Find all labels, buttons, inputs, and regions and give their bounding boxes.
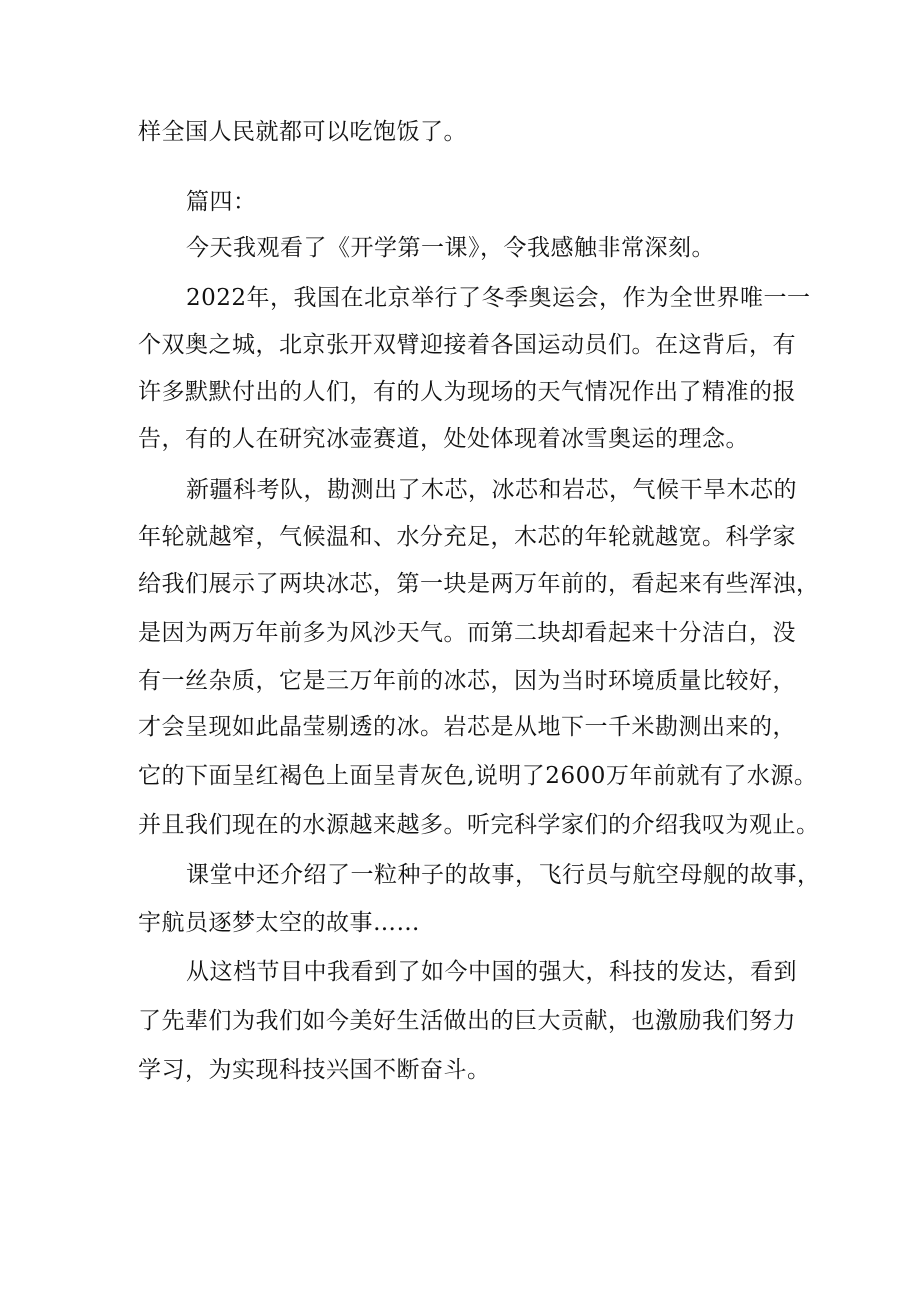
paragraph-line-10: 给我们展示了两块冰芯，第一块是两万年前的，看起来有些浑浊， [138,571,820,597]
paragraph-line-8: 新疆科考队，勘测出了木芯，冰芯和岩芯，气候干旱木芯的 [186,477,797,503]
paragraph-line-17: 宇航员逐梦太空的故事…… [138,910,420,936]
paragraph-line-11: 是因为两万年前多为风沙天气。而第二块却看起来十分洁白，没 [138,620,796,646]
paragraph-line-9: 年轮就越窄，气候温和、水分充足，木芯的年轮就越宽。科学家 [138,524,796,550]
paragraph-line-15: 并且我们现在的水源越来越多。听完科学家们的介绍我叹为观止。 [138,812,820,838]
paragraph-line-12: 有一丝杂质，它是三万年前的冰芯，因为当时环境质量比较好， [138,668,796,694]
paragraph-line-20: 学习，为实现科技兴国不断奋斗。 [138,1057,491,1083]
paragraph-line-7: 告，有的人在研究冰壶赛道，处处体现着冰雪奥运的理念。 [138,426,749,452]
paragraph-line-4: 2022年，我国在北京举行了冬季奥运会，作为全世界唯一一 [186,285,811,311]
paragraph-line-1: 样全国人民就都可以吃饱饭了。 [138,119,467,145]
section-heading: 篇四： [186,189,257,215]
paragraph-line-14: 它的下面呈红褐色上面呈青灰色,说明了2600万年前就有了水源。 [138,763,818,789]
paragraph-line-3: 今天我观看了《开学第一课》，令我感触非常深刻。 [186,235,715,261]
paragraph-line-19: 了先辈们为我们如今美好生活做出的巨大贡献，也激励我们努力 [138,1008,796,1034]
paragraph-line-6: 许多默默付出的人们，有的人为现场的天气情况作出了精准的报 [138,379,796,405]
paragraph-line-13: 才会呈现如此晶莹剔透的冰。岩芯是从地下一千米勘测出来的， [138,714,796,740]
paragraph-line-5: 个双奥之城，北京张开双臂迎接着各国运动员们。在这背后，有 [138,332,796,358]
paragraph-line-18: 从这档节目中我看到了如今中国的强大，科技的发达，看到 [186,959,797,985]
paragraph-line-16: 课堂中还介绍了一粒种子的故事，飞行员与航空母舰的故事， [186,862,821,888]
